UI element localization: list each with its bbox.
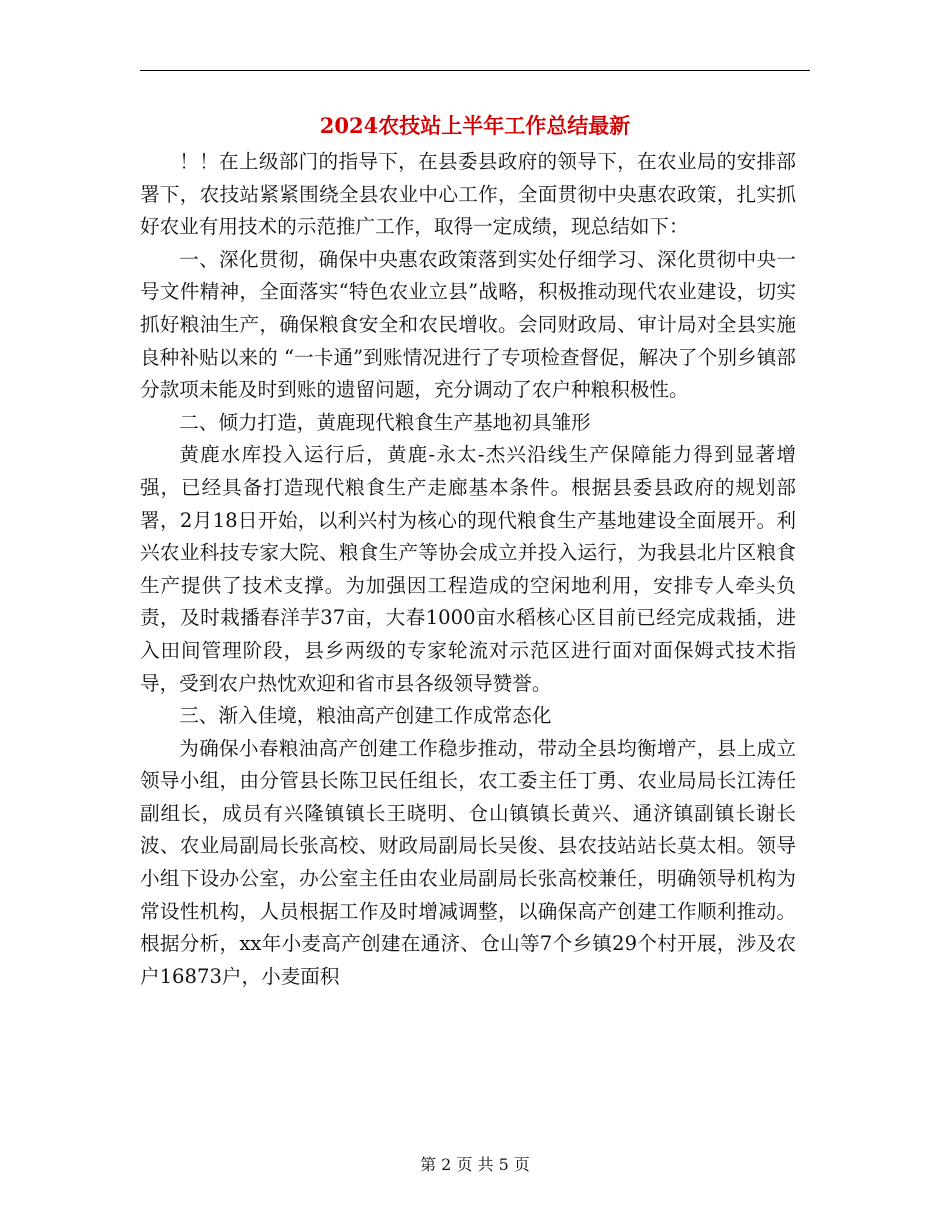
document-body [140, 146, 796, 993]
header-rule [140, 70, 810, 71]
page-number: 第 2 页 共 5 页 [420, 1155, 530, 1174]
document-title: 2024农技站上半年工作总结最新 [319, 113, 631, 138]
paragraph-section-1: 一、深化贯彻，确保中央惠农政策落到实处仔细学习、深化贯彻中央一号文件精神，全面落实“特色农业立县”战略，积极推动现代农业建设，切实抓好粮油生产，确保粮食安全和农民增收。会同财政局、审计局对全县实施良种补贴以来的 “一卡通”到账情况进行了专项检查督促，解决了个别乡镇部分款项未能及时到账的遗留问题，充分调动了农户种粮积极性。 [140, 247, 796, 402]
section-heading-3: 三、渐入佳境，粮油高产创建工作成常态化 [179, 704, 552, 728]
section-heading-2: 二、倾力打造，黄鹿现代粮食生产基地初具雏形 [179, 410, 591, 434]
paragraph-section-2: 黄鹿水库投入运行后，黄鹿-永太-杰兴沿线生产保障能力得到显著增强，已经具备打造现代粮食生产走廊基本条件。根据县委县政府的规划部署，2月18日开始，以利兴村为核心的现代粮食生产基地建设全面展开。利兴农业科技专家大院、粮食生产等协会成立并投入运行，为我县北片区粮食生产提供了技术支撑。为加强因工程造成的空闲地利用，安排专人牵头负责，及时栽播春洋芋37亩，大春1000亩水稻核心区目前已经完成栽插，进入田间管理阶段，县乡两级的专家轮流对示范区进行面对面保姆式技术指导，受到农户热忱欢迎和省市县各级领导赞誉。 [140, 443, 796, 695]
paragraph-section-3: 为确保小春粮油高产创建工作稳步推动，带动全县均衡增产，县上成立领导小组，由分管县长陈卫民任组长，农工委主任丁勇、农业局局长江涛任副组长，成员有兴隆镇镇长王晓明、仓山镇镇长黄兴、通济镇副镇长谢长波、农业局副局长张高校、财政局副局长吴俊、县农技站站长莫太相。领导小组下设办公室，办公室主任由农业局副局长张高校兼任，明确领导机构为常设性机构，人员根据工作及时增减调整，以确保高产创建工作顺利推动。根据分析，xx年小麦高产创建在通济、仓山等7个乡镇29个村开展，涉及农户16873户，小麦面积 [140, 736, 796, 988]
paragraph-intro: ！！在上级部门的指导下，在县委县政府的领导下，在农业局的安排部署下，农技站紧紧围绕全县农业中心工作，全面贯彻中央惠农政策，扎实抓好农业有用技术的示范推广工作，取得一定成绩，现总结如下： [140, 150, 796, 239]
